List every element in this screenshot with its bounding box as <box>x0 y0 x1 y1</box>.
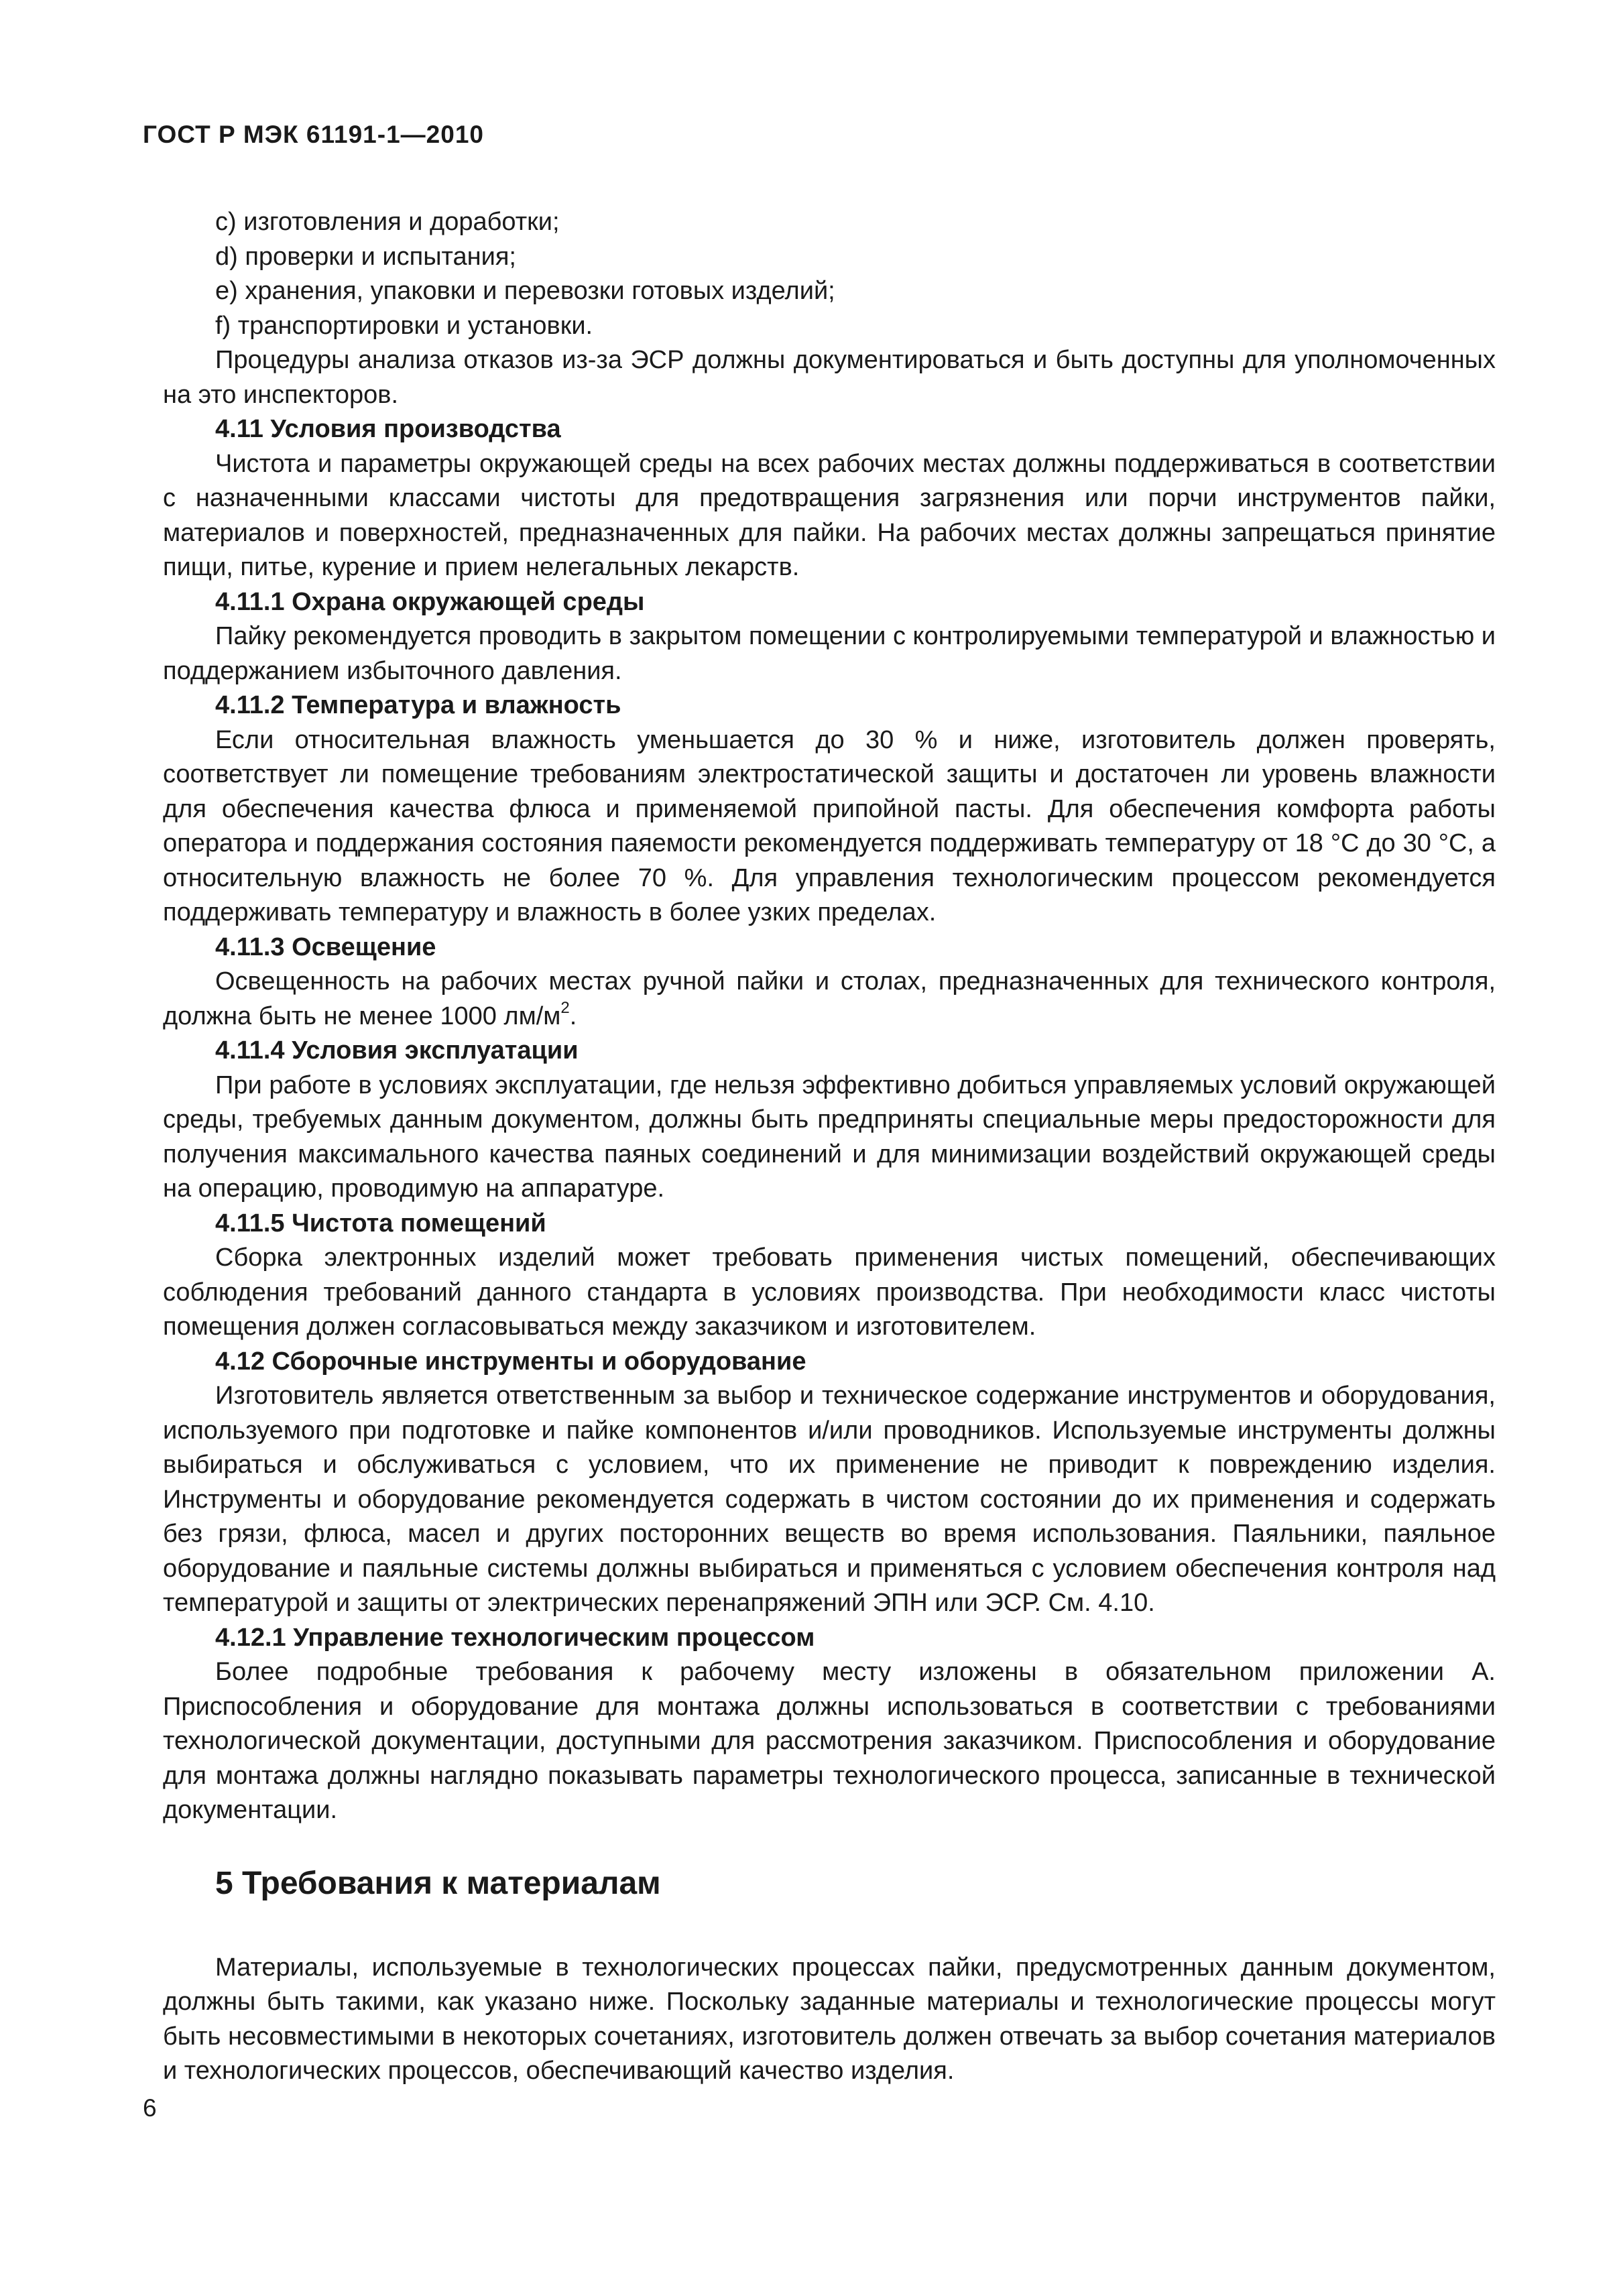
heading-4-11-2: 4.11.2 Температура и влажность <box>215 691 621 719</box>
paragraph-4-11-3 <box>163 965 1496 1034</box>
list-item: f) транспортировки и установки. <box>215 311 593 340</box>
paragraph-4-11-2: Если относительная влажность уменьшается до 30 % и ниже, изготовитель должен проверять, соответствует ли помещение требованиям электростатической защиты и достаточен ли уровень влажности для обеспечения качества флюса и применяемой припойной пасты. Для обеспечения комфорта работы оператора и поддержания состояния паяемости рекомендуется поддерживать температуру от 18 °С до 30 °С, а относительную влажность не более 70 %. Для управления технологическим процессом рекомендуется поддерживать температуру и влажность в более узких пределах. <box>163 725 1496 926</box>
paragraph-failure-analysis: Процедуры анализа отказов из-за ЭСР должны документироваться и быть доступны для уполномоченных на это инспекторов. <box>163 346 1496 409</box>
heading-4-11-4: 4.11.4 Условия эксплуатации <box>215 1036 579 1065</box>
superscript: 2 <box>560 998 570 1017</box>
paragraph-4-11-4: При работе в условиях эксплуатации, где нельзя эффективно добиться управляемых условий окружающей среды, требуемых данным документом, должны быть предприняты специальные меры предосторожности для получения максимального качества паяных соединений и для минимизации воздействий окружающей среды на операцию, проводимую на аппаратуре. <box>163 1071 1496 1203</box>
paragraph-4-11-5: Сборка электронных изделий может требовать применения чистых помещений, обеспечивающих соблюдения требований данного стандарта в условиях производства. При необходимости класс чистоты помещения должен согласовываться между заказчиком и изготовителем. <box>163 1244 1496 1341</box>
list-item: c) изготовления и доработки; <box>215 208 560 236</box>
list-item: e) хранения, упаковки и перевозки готовых изделий; <box>215 277 835 305</box>
document-body <box>163 205 1496 2089</box>
heading-4-12-1: 4.12.1 Управление технологическим процессом <box>215 1623 815 1652</box>
heading-section-5: 5 Требования к материалам <box>215 1865 661 1901</box>
heading-4-12: 4.12 Сборочные инструменты и оборудование <box>215 1347 806 1376</box>
paragraph-section-5: Материалы, используемые в технологических процессах пайки, предусмотренных данным документом, должны быть такими, как указано ниже. Поскольку заданные материалы и технологические процессы могут быть несовместимыми в некоторых сочетаниях, изготовитель должен отвечать за выбор сочетания материалов и технологических процессов, обеспечивающий качество изделия. <box>163 1953 1496 2085</box>
paragraph-4-12: Изготовитель является ответственным за выбор и техническое содержание инструментов и оборудования, используемого при подготовке и пайке компонентов и/или проводников. Используемые инструменты должны выбираться и обслуживаться с условием, что их применение не приводит к повреждению изделия. Инструменты и оборудование рекомендуется содержать в чистом состоянии до их применения и содержать без грязи, флюса, масел и других посторонних веществ во время использования. Паяльники, паяльное оборудование и паяльные системы должны выбираться и применяться с условием обеспечения контроля над температурой и защиты от электрических перенапряжений ЭПН или ЭСР. См. 4.10. <box>163 1382 1496 1617</box>
list-item: d) проверки и испытания; <box>215 242 516 271</box>
paragraph-4-11-3-end: . <box>569 1002 577 1030</box>
heading-4-11-1: 4.11.1 Охрана окружающей среды <box>215 587 645 616</box>
document-header: ГОСТ Р МЭК 61191-1—2010 <box>143 121 484 148</box>
paragraph-4-12-1: Более подробные требования к рабочему месту изложены в обязательном приложении А. Приспособления и оборудование для монтажа должны использоваться в соответствии с требованиями технологической документации, доступными для рассмотрения заказчиком. Приспособления и оборудование для монтажа должны наглядно показывать параметры технологического процесса, записанные в технической документации. <box>163 1658 1496 1824</box>
paragraph-4-11: Чистота и параметры окружающей среды на всех рабочих местах должны поддерживаться в соответствии с назначенными классами чистоты для предотвращения загрязнения или порчи инструментов пайки, материалов и поверхностей, предназначенных для пайки. На рабочих местах должны запрещаться принятие пищи, питье, курение и прием нелегальных лекарств. <box>163 449 1496 581</box>
page-number: 6 <box>143 2094 157 2122</box>
paragraph-4-11-3-text: Освещенность на рабочих местах ручной пайки и столах, предназначенных для технического контроля, должна быть не менее 1000 лм/м <box>163 967 1496 1030</box>
paragraph-4-11-1: Пайку рекомендуется проводить в закрытом помещении с контролируемыми температурой и влажностью и поддержанием избыточного давления. <box>163 622 1496 685</box>
heading-4-11: 4.11 Условия производства <box>215 415 561 443</box>
heading-4-11-3: 4.11.3 Освещение <box>215 932 436 961</box>
heading-4-11-5: 4.11.5 Чистота помещений <box>215 1209 546 1237</box>
